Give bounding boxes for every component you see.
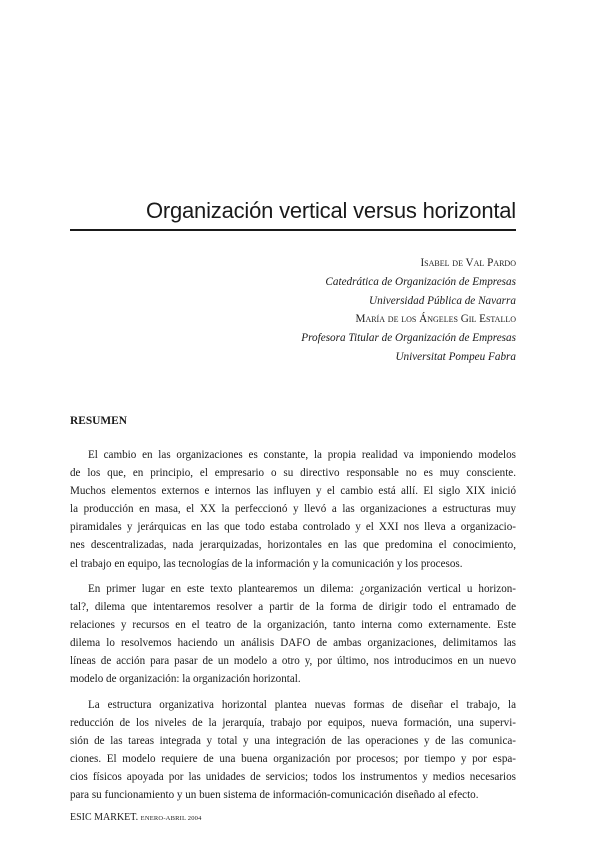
abstract-paragraph xyxy=(70,580,516,689)
paragraph-line: de los que, en principio, el empresario o su directivo responsable no es muy consciente. xyxy=(70,467,516,480)
paragraph-line: piramidales y jerárquicas en las que todo estaba controlado y el XXI nos lleva a organizacio- xyxy=(70,521,516,534)
paragraph-line: En primer lugar en este texto plantearemos un dilema: ¿organización vertical u horizon- xyxy=(88,583,516,595)
paragraph-line: ciones. El modelo requiere de una buena organización por procesos; por tiempo y por espa- xyxy=(70,753,516,766)
paragraph-line: modelo de organización: la organización horizontal. xyxy=(70,673,301,686)
paragraph-line: cios físicos apoyada por las unidades de servicios; todos los instrumentos y medios necesarios xyxy=(70,771,516,784)
paragraph-line: sión de las tareas integrada y total y una integración de las operaciones y de las comunica- xyxy=(70,735,516,748)
journal-issue: ENERO-ABRIL 2004 xyxy=(140,815,202,822)
author-affiliation: Universitat Pompeu Fabra xyxy=(395,350,516,363)
page-footer xyxy=(70,811,202,826)
author-affiliation: Universidad Pública de Navarra xyxy=(369,294,516,307)
paragraph-line: El cambio en las organizaciones es constante, la propia realidad va imponiendo modelos xyxy=(88,449,516,461)
paragraph-line: la producción en masa, el XX la perfeccionó y llevó a las organizaciones a estructuras muy xyxy=(70,503,516,516)
article-title: Organización vertical versus horizontal xyxy=(145,198,516,223)
abstract-paragraph xyxy=(70,446,516,573)
title-rule xyxy=(70,229,516,231)
paragraph-line: Muchos elementos externos e internos las influyen y el cambio está allí. El siglo XIX inició xyxy=(70,485,516,498)
paragraph-line: relaciones y recursos en el teatro de la organización, tanto interna como externamente. Este xyxy=(70,619,516,632)
author-name: María de los Ángeles Gil Estallo xyxy=(355,313,516,326)
abstract-paragraph xyxy=(70,696,516,805)
paragraph-line: La estructura organizativa horizontal plantea nuevas formas de diseñar el trabajo, la xyxy=(88,699,516,711)
journal-name: ESIC MARKET. xyxy=(70,812,139,823)
paragraph-line: reducción de los niveles de la jerarquía, trabajo por equipos, nueva formación, una supervi- xyxy=(70,717,516,730)
paragraph-line: líneas de acción para pasar de un modelo a otro y, por último, nos introducimos en un nuevo xyxy=(70,655,516,668)
paragraph-line: el trabajo en equipo, las tecnologías de la información y la comunicación y los procesos. xyxy=(70,557,463,570)
paragraph-line: nes descentralizadas, nada jerarquizadas, horizontales en las que predomina el conocimiento, xyxy=(70,539,516,552)
section-heading: RESUMEN xyxy=(70,415,127,427)
author-role: Profesora Titular de Organización de Empresas xyxy=(301,332,516,345)
paragraph-line: tal?, dilema que intentaremos resolver a partir de la forma de dirigir todo el entramado de xyxy=(70,601,516,614)
author-block xyxy=(60,254,516,367)
paragraph-line: para su funcionamiento y un buen sistema de información-comunicación diseñado al efecto. xyxy=(70,789,479,802)
paragraph-line: dilema lo resolvemos haciendo un análisis DAFO de ambas organizaciones, delimitamos las xyxy=(70,637,516,650)
author-name: Isabel de Val Pardo xyxy=(420,257,516,269)
author-role: Catedrática de Organización de Empresas xyxy=(325,275,516,288)
